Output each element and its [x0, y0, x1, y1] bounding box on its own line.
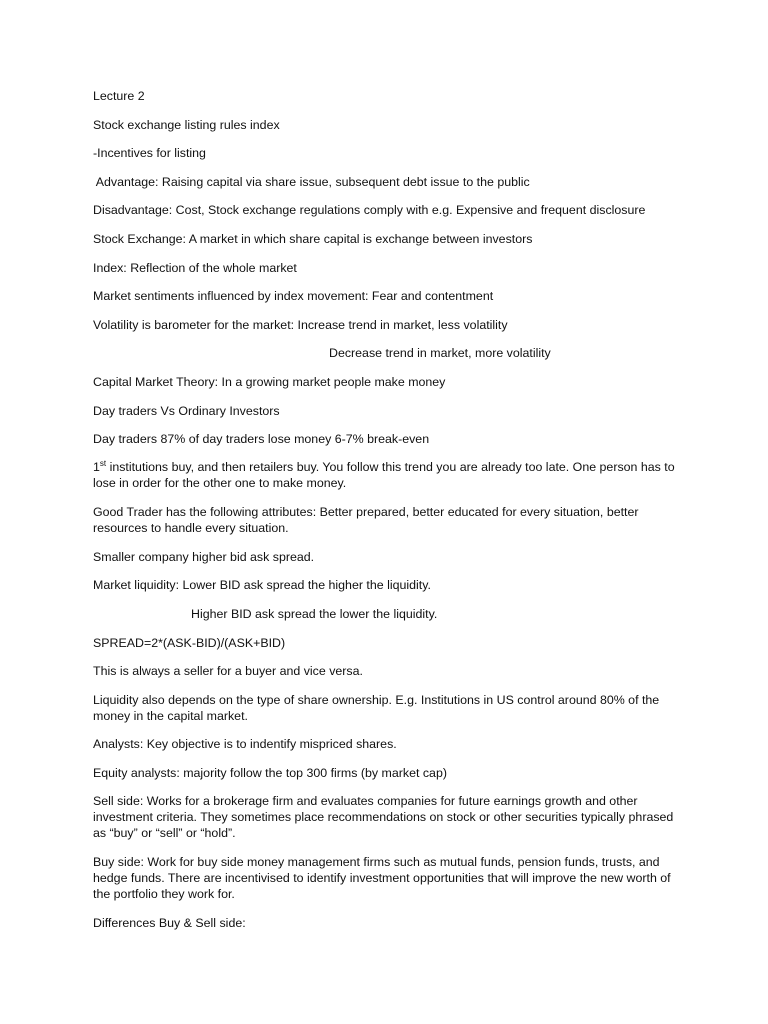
text-line: Equity analysts: majority follow the top 300 firms (by market cap) [93, 766, 447, 780]
text-line: Higher BID ask spread the lower the liquidity. [191, 607, 438, 621]
text-line: Volatility is barometer for the market: Increase trend in market, less volatility [93, 318, 508, 332]
text-line: Analysts: Key objective is to indentify mispriced shares. [93, 737, 397, 751]
text-line: Disadvantage: Cost, Stock exchange regulations comply with e.g. Expensive and frequent disclosure [93, 203, 646, 217]
formula-line: SPREAD=2*(ASK-BID)/(ASK+BID) [93, 636, 286, 650]
text-line: Day traders Vs Ordinary Investors [93, 404, 280, 418]
ordinal-suffix: st [99, 458, 107, 468]
text-line: Stock Exchange: A market in which share capital is exchange between investors [93, 232, 533, 246]
page-title: Lecture 2 [93, 89, 145, 103]
paragraph-text: institutions buy, and then retailers buy. You follow this trend you are already too late. One person has to lose in order for the other one to make money. [93, 460, 675, 490]
text-line: Decrease trend in market, more volatility [329, 346, 551, 360]
text-line: -Incentives for listing [93, 146, 206, 160]
text-line: Market sentiments influenced by index movement: Fear and contentment [93, 289, 494, 303]
text-line: Day traders 87% of day traders lose money 6-7% break-even [93, 432, 430, 446]
text-paragraph: Sell side: Works for a brokerage firm and evaluates companies for future earnings growth and other investment criteria. They sometimes place recommendations on stock or other securities typically phrased as “buy” or “sell” or “hold”. [93, 794, 674, 840]
text-line: This is always a seller for a buyer and vice versa. [93, 664, 363, 678]
text-paragraph: Liquidity also depends on the type of share ownership. E.g. Institutions in US control around 80% of the money in the capital market. [93, 693, 660, 723]
ordinal-number: 1 [93, 460, 100, 474]
text-line: Capital Market Theory: In a growing market people make money [93, 375, 446, 389]
text-line: Stock exchange listing rules index [93, 118, 280, 132]
text-line: Advantage: Raising capital via share issue, subsequent debt issue to the public [93, 175, 530, 189]
section-heading: Differences Buy & Sell side: [93, 916, 246, 930]
text-line: Market liquidity: Lower BID ask spread the higher the liquidity. [93, 578, 431, 592]
text-line: Index: Reflection of the whole market [93, 261, 297, 275]
text-paragraph: Buy side: Work for buy side money management firms such as mutual funds, pension funds, trusts, and hedge funds. There are incentivised to identify investment opportunities that will improve the new worth of the portfolio they work for. [93, 855, 671, 901]
text-paragraph [93, 459, 683, 491]
text-line: Smaller company higher bid ask spread. [93, 550, 315, 564]
text-paragraph: Good Trader has the following attributes: Better prepared, better educated for every situation, better resources to handle every situation. [93, 505, 639, 535]
